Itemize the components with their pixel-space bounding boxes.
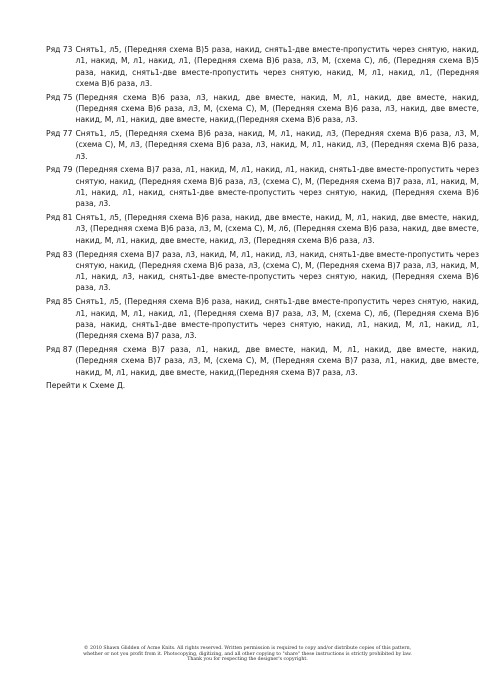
- row-text: (Передняя схема В)6 раза, л3, накид, две вместе, накид, М, л1, накид, две вместе, накид,(Передняя схема В)6 раза, л3, М, (схема С), М, (Передняя схема В)6 раза, л3, накид, две вместе, накид, М, л1, накид, две вместе, накид,(Передняя схема В)6 раза, л3.: [75, 92, 479, 125]
- row-label: Ряд 77: [46, 129, 73, 139]
- row-label: Ряд 75: [46, 92, 73, 102]
- pattern-row: [46, 44, 479, 89]
- row-text: Снять1, л5, (Передняя схема В)6 раза, накид, снять1-две вместе-пропустить через снятую, накид, л1, накид, М, л1, накид, л1, (Передняя схема В)7 раза, л3, М, (схема С), л6, (Передняя схема В)6 раза, накид, снять1-две вместе-пропустить через снятую, накид, л1, накид, М, л1, накид, л1, (Передняя схема В)7 раза, л3.: [75, 297, 479, 341]
- row-text: Снять1, л5, (Передняя схема В)6 раза, накид, М, л1, накид, л3, (Передняя схема В)6 раза, л3, М, (схема С), М, л3, (Передняя схема В)6 раза, л3, накид, М, л1, накид, л3, (Передняя схема В)6 раза, л3.: [75, 129, 479, 161]
- copyright-line: whether or not you profit from it. Photocopying, digitizing, and all other copying to "share" these instructions is strictly prohibited by law.: [83, 651, 412, 657]
- row-label: Ряд 73: [46, 45, 73, 54]
- row-label: Ряд 81: [46, 213, 73, 223]
- copyright-footer: [40, 646, 455, 663]
- pattern-row: [46, 249, 479, 294]
- row-label: Ряд 85: [46, 297, 73, 307]
- row-text: (Передняя схема В)7 раза, л1, накид, две вместе, накид, М, л1, накид, две вместе, накид,(Передняя схема В)7 раза, л3, М, (схема С), М, (Передняя схема В)7 раза, л1, накид, две вместе, накид, М, л1, накид, две вместе, накид,(Передняя схема В)7 раза, л3.: [75, 344, 479, 377]
- row-text: (Передняя схема В)7 раза, л3, накид, М, л1, накид, л3, накид, снять1-две вместе-пропустить через снятую, накид, (Передняя схема В)6 раза, л3, (схема С), М, (Передняя схема В)7 раза, л3, накид, М, л1, накид, л3, накид, снять1-две вместе-пропустить через снятую, накид, (Передняя схема В)6 раза, л3.: [75, 249, 479, 293]
- pattern-row: [46, 296, 479, 341]
- row-text: Снять1, л5, (Передняя схема В)5 раза, накид, снять1-две вместе-пропустить через снятую, накид, л1, накид, М, л1, накид, л1, (Передняя схема В)6 раза, л3, М, (схема С), л6, (Передняя схема В)5 раза, накид, снять1-две вместе-пропустить через снятую, накид, М, л1, накид, л1, (Передняя схема В)6 раза, л3.: [75, 45, 479, 88]
- pattern-row: [46, 212, 479, 246]
- copyright-thanks: Thank you for respecting the designer's copyright.: [187, 657, 308, 663]
- pattern-row: [46, 128, 479, 162]
- row-text: Снять1, л5, (Передняя схема В)6 раза, накид, две вместе, накид, М, л1, накид, две вместе, накид, л3, (Передняя схема В)6 раза, л3, М, (схема С), М, л6, (Передняя схема В)6 раза, накид, две вместе, накид, М, л1, накид, две вместе, накид, л3, (Передняя схема В)6 раза, л3.: [75, 213, 479, 245]
- row-label: Ряд 87: [46, 344, 73, 354]
- pattern-row: [46, 164, 479, 209]
- row-text: (Передняя схема В)7 раза, л1, накид, М, л1, накид, л1, накид, снять1-две вместе-пропустить через снятую, накид, (Передняя схема В)6 раза, л3, (схема С), М, (Передняя схема В)7 раза, л1, накид, М, л1, накид, л1, накид, снять1-две вместе-пропустить через снятую, накид, (Передняя схема В)6 раза, л3.: [75, 165, 479, 209]
- pattern-row: [46, 92, 479, 126]
- pattern-instructions: [46, 44, 479, 392]
- goto-chart-d-text: Перейти к Схеме Д.: [46, 381, 126, 391]
- pattern-row: [46, 344, 479, 378]
- row-label: Ряд 79: [46, 165, 73, 175]
- copyright-line: © 2010 Shawn Glidden of Acme Knits. All rights reserved. Written permission is required to copy and/or distribute copies of this pattern,: [83, 646, 412, 651]
- row-label: Ряд 83: [46, 249, 73, 259]
